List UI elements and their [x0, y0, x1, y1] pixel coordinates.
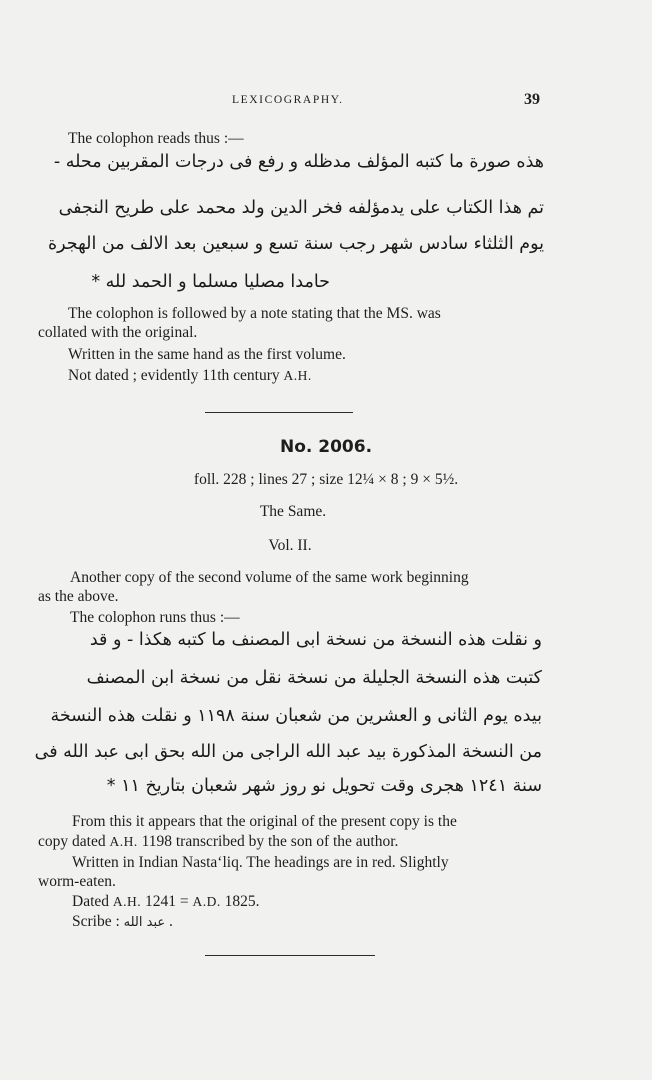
- page-number: 39: [524, 91, 540, 108]
- arabic-colophon-line-3: يوم الثلثاء سادس شهر رجب سنة تسع و سبعين بعد الالف من الهجرة: [47, 234, 544, 254]
- dated-text-b: 1241 =: [141, 893, 193, 910]
- arabic-colophon-line-4: حامدا مصليا مسلما و الحمد لله *: [91, 272, 330, 292]
- analysis-line-1: From this it appears that the original of the present copy is the: [72, 813, 457, 830]
- dated-line: [72, 892, 260, 912]
- script-note-line-2: worm-eaten.: [38, 873, 116, 890]
- arabic-colophon-line-2: تم هذا الكتاب على يدمؤلفه فخر الدين ولد محمد على طريح النجفى: [58, 198, 544, 218]
- era-abbrev: A.H.: [283, 368, 312, 383]
- running-title: LEXICOGRAPHY.: [232, 94, 344, 106]
- colophon-intro: The colophon reads thus :—: [68, 130, 244, 147]
- description-line-2: as the above.: [38, 588, 119, 605]
- scribe-line: [72, 912, 173, 933]
- hand-note: Written in the same hand as the first volume.: [68, 346, 346, 363]
- analysis-text-a: copy dated: [38, 833, 110, 850]
- colophon-note-line-2: collated with the original.: [38, 324, 198, 341]
- date-note: [68, 366, 312, 386]
- entry-number: No. 2006.: [279, 437, 373, 457]
- scribe-label: Scribe :: [72, 913, 124, 930]
- dated-text-a: Dated: [72, 893, 113, 910]
- arabic-colophon2-line-5: سنة ١٢٤١ هجرى وقت تحويل نو روز شهر شعبان بتاريخ ١١ *: [106, 776, 542, 796]
- physical-description: foll. 228 ; lines 27 ; size 12¼ × 8 ; 9 × 5½.: [193, 471, 459, 488]
- arabic-colophon2-line-1: و نقلت هذه النسخة من نسخة ابى المصنف ما كتبه هكذا - و قد: [89, 630, 542, 650]
- arabic-colophon2-line-4: من النسخة المذكورة بيد عبد الله الراجى من الله بحق ابى عبد الله فى: [34, 742, 542, 762]
- era-abbrev: A.H.: [109, 834, 138, 849]
- colophon2-intro: The colophon runs thus :—: [70, 609, 240, 626]
- running-header: [0, 91, 652, 112]
- dated-text-c: 1825.: [220, 893, 260, 910]
- entry-title: The Same.: [259, 503, 327, 520]
- analysis-line-2: [38, 832, 398, 852]
- volume-label: Vol. II.: [268, 537, 312, 554]
- era-abbrev: A.D.: [192, 894, 221, 909]
- scribe-name: عبد الله: [123, 915, 166, 930]
- date-note-text: Not dated ; evidently 11th century: [68, 367, 284, 384]
- end-divider: [205, 955, 375, 956]
- description-line-1: Another copy of the second volume of the same work beginning: [70, 569, 469, 586]
- section-divider: [205, 412, 353, 413]
- scribe-end: .: [165, 913, 173, 930]
- script-note-line-1: Written in Indian Nasta‘liq. The headings are in red. Slightly: [72, 854, 449, 871]
- era-abbrev: A.H.: [112, 894, 142, 909]
- arabic-colophon2-line-3: بيده يوم الثانى و العشرين من شعبان سنة ١١٩٨ و نقلت هذه النسخة: [50, 706, 542, 726]
- analysis-text-b: 1198 transcribed by the son of the author.: [137, 833, 399, 850]
- colophon-note-line-1: The colophon is followed by a note stating that the MS. was: [68, 305, 441, 322]
- arabic-colophon-line-1: هذه صورة ما كتبه المؤلف مدظله و رفع فى درجات المقربين محله -: [53, 152, 544, 172]
- arabic-colophon2-line-2: كتبت هذه النسخة الجليلة من نسخة نقل من نسخة ابن المصنف: [86, 668, 542, 688]
